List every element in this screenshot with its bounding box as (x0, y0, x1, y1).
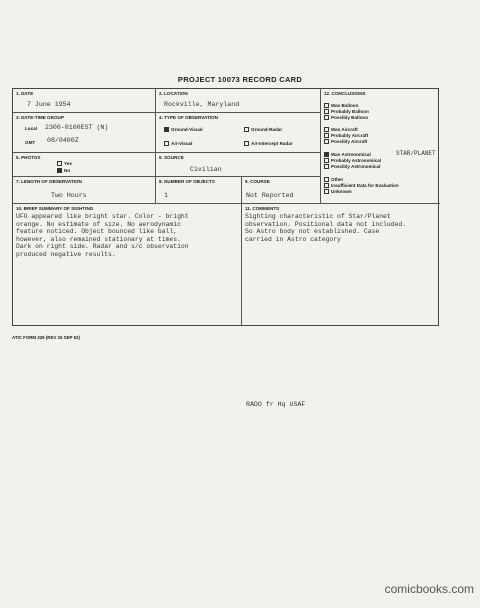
photos-cell (13, 153, 156, 176)
summary-line: however, also remained stationary at times. (16, 235, 181, 243)
summary-line: orange. No estimate of size. No aerodynamic (16, 220, 181, 228)
form-id: ATIC FORM 329 (REV 26 SEP 52) (12, 335, 80, 340)
checkbox-icon (324, 189, 329, 194)
location-label: 2. LOCATION (159, 91, 188, 96)
dtg-local-label: Local (25, 126, 37, 131)
checkbox-icon (324, 127, 329, 132)
comments-label: 11. COMMENTS (245, 206, 280, 211)
summary-line: Dark on right side. Radar and s/c observation (16, 243, 189, 251)
watermark: comicbooks.com (384, 582, 474, 596)
date-cell (13, 89, 156, 112)
checkbox-icon (324, 139, 329, 144)
course-label: 9. COURSE (245, 179, 270, 184)
dtg-cell (13, 113, 156, 152)
date-value: 7 June 1954 (27, 101, 71, 108)
card-title: PROJECT 10073 RECORD CARD (177, 75, 303, 84)
concl-probably-balloon: Probably Balloon (324, 109, 369, 114)
concl-possibly-aircraft: Possibly Aircraft (324, 139, 367, 144)
concl-was-balloon: Was Balloon (324, 103, 358, 108)
summary-cell (13, 204, 242, 325)
dtg-label: 3. DATE-TIME GROUP (16, 115, 64, 120)
length-cell (13, 177, 156, 203)
photos-label: 5. PHOTOS (16, 155, 41, 160)
comments-text (245, 213, 406, 243)
concl-possibly-astronomical: Possibly Astronomical (324, 164, 380, 169)
photos-no: No (57, 168, 70, 173)
num-objects-label: 8. NUMBER OF OBJECTS (159, 179, 215, 184)
opt-ground-radar: Ground-Radar (244, 127, 282, 132)
row-3 (13, 153, 321, 177)
checkbox-icon (324, 103, 329, 108)
checked-box-icon (164, 127, 169, 132)
checkbox-icon (244, 141, 249, 146)
type-obs-cell (156, 113, 321, 152)
checkbox-icon (324, 109, 329, 114)
checked-box-icon (324, 152, 329, 157)
num-objects-cell (156, 177, 242, 203)
checkbox-icon (324, 183, 329, 188)
summary-label: 10. BRIEF SUMMARY OF SIGHTING (16, 206, 94, 211)
location-cell (156, 89, 321, 112)
course-value: Not Reported (246, 192, 294, 199)
opt-air-visual: Air-Visual (164, 141, 192, 146)
comments-cell (242, 204, 438, 408)
checkbox-icon (164, 141, 169, 146)
conclusions-panel (321, 89, 440, 204)
comments-line: Sighting characteristic of Star/Planet (245, 213, 391, 220)
concl-was-astronomical: Was Astronomical (324, 152, 371, 157)
concl-probably-astronomical: Probably Astronomical (324, 158, 381, 163)
checkbox-icon (324, 177, 329, 182)
checked-box-icon (57, 168, 62, 173)
length-value: Two Hours (51, 192, 87, 199)
checkbox-icon (57, 161, 62, 166)
concl-unknown: Unknown (324, 189, 352, 194)
summary-text (16, 213, 189, 259)
concl-other: Other (324, 177, 343, 182)
astro-handwritten-note: STAR/PLANET (396, 150, 436, 157)
row-1 (13, 89, 321, 113)
summary-line: UFO appeared like bright star. Color - bright (16, 213, 189, 220)
dtg-gmt-value: 08/0400Z (47, 137, 79, 144)
checkbox-icon (324, 158, 329, 163)
source-value: Civilian (190, 166, 222, 173)
location-value: Rockville, Maryland (164, 101, 240, 108)
checkbox-icon (244, 127, 249, 132)
concl-was-aircraft: Was Aircraft (324, 127, 358, 132)
type-obs-label: 4. TYPE OF OBSERVATION (159, 115, 218, 120)
row-2 (13, 113, 321, 153)
summary-line: feature noticed. Object bounced like ball, (16, 228, 178, 236)
dtg-gmt-label: GMT (25, 140, 36, 145)
opt-air-intercept-radar: Air-Intercept Radar (244, 141, 293, 146)
comments-footer: RADO fr Hq USAF (246, 401, 306, 408)
date-label: 1. DATE (16, 91, 34, 96)
source-cell (156, 153, 321, 176)
concl-possibly-balloon: Possibly Balloon (324, 115, 368, 120)
comments-line: observation. Positional data not included. (245, 220, 407, 228)
checkbox-icon (324, 133, 329, 138)
checkbox-icon (324, 115, 329, 120)
summary-line: produced negative results. (16, 250, 116, 258)
conclusions-label: 12. CONCLUSIONS (324, 91, 366, 96)
checkbox-icon (324, 164, 329, 169)
course-cell (242, 177, 321, 203)
dtg-local-value: 2300-0100EST (N) (45, 124, 109, 131)
concl-probably-aircraft: Probably Aircraft (324, 133, 368, 138)
photos-yes: Yes (57, 161, 72, 166)
comments-line: So Astro body not established. Case (245, 228, 380, 236)
length-label: 7. LENGTH OF OBSERVATION (16, 179, 82, 184)
concl-insufficient-data: Insufficient Data for Evaluation (324, 183, 399, 188)
num-objects-value: 1 (164, 192, 168, 199)
opt-ground-visual: Ground-Visual (164, 127, 203, 132)
source-label: 6. SOURCE (159, 155, 184, 160)
comments-line: carried in Astro category (245, 235, 341, 243)
